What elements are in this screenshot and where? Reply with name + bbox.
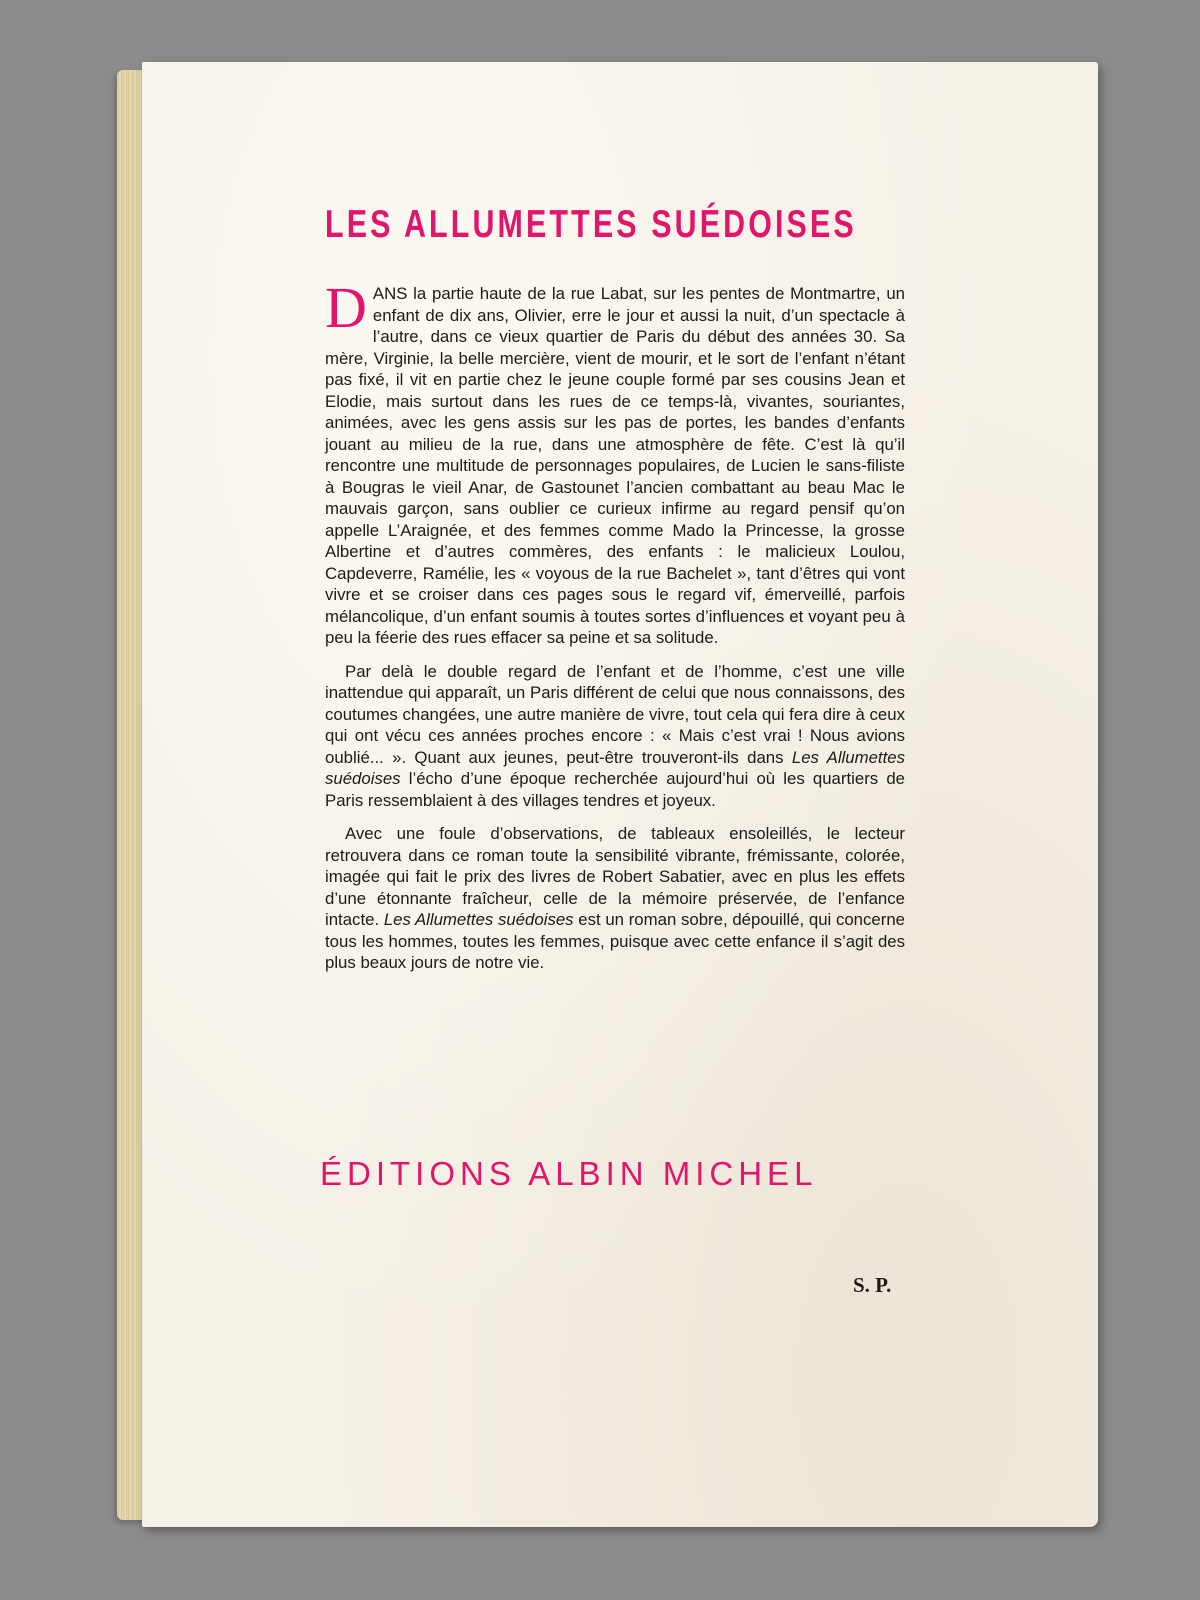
paragraph-3-italic-title: Les Allumettes suédoises	[383, 910, 574, 929]
book-title: LES ALLUMETTES SUÉDOISES	[325, 203, 857, 246]
paragraph-2-text-a: Par delà le double regard de l’enfant et de l’homme, c’est une ville inattendue qui apparaît, un Paris différent de celui que nous connaissons, des coutumes changées, une autre manière de vivre, tout cela qui fera dire à ceux qui ont vécu ces années proches encore : « Mais c’est vrai ! Nous avions oublié... ». Quant aux jeunes, peut-être trouveront-ils dans	[325, 661, 905, 767]
paragraph-1-text: ANS la partie haute de la rue Labat, sur les pentes de Montmartre, un enfant de dix ans, Olivier, erre le jour et aussi la nuit, d’un spectacle à l’autre, dans ce vieux quartier de Paris du début des années 30. Sa mère, Virginie, la belle mercière, vient de mourir, et le sort de l’enfant n’étant pas fixé, il vit en partie chez le jeune couple formé par ses cousins Jean et Elodie, mais surtout dans les rues de ce temps-là, vivantes, souriantes, animées, avec les gens assis sur les pas de portes, les bandes d’enfants jouant au milieu de la rue, dans une atmosphère de fête. C’est là qu’il rencontre une multitude de personnages populaires, de Lucien le sans-filiste à Bougras le vieil Anar, de Gastounet l’ancien combattant au beau Mac le mauvais garçon, sans oublier ce curieux infirme au regard pensif qu’on appelle L’Araignée, et des femmes comme Mado la Princesse, la grosse Albertine et d’autres commères, des enfants : le malicieux Loulou, Capdeverre, Ramélie, les « voyous de la rue Bachelet », tant d’êtres qui vont vivre et se croiser dans ces pages sous le regard vif, émerveillé, parfois mélancolique, d’un enfant soumis à toutes sortes d’influences et voyant peu à peu la féerie des rues effacer sa peine et sa solitude.	[325, 284, 905, 647]
sp-mark: S. P.	[853, 1273, 892, 1297]
paragraph-2-text-b: l’écho d’une époque recherchée aujourd’hui où les quartiers de Paris ressemblaient à des villages tendres et joyeux.	[325, 769, 905, 810]
publisher-name: ÉDITIONS ALBIN MICHEL	[320, 1155, 818, 1192]
drop-cap: D	[325, 275, 367, 340]
blurb-paragraph-2	[325, 661, 905, 812]
paragraph-3-text-b: est un roman sobre, dépouillé, qui concerne tous les hommes, toutes les femmes, puisque avec cette enfance il s’agit des plus beaux jours de notre vie.	[325, 910, 905, 972]
paragraph-2-italic-title: Les Allumettes suédoises	[325, 747, 905, 788]
blurb-text	[325, 275, 905, 986]
blurb-paragraph-3	[325, 823, 905, 974]
blurb-paragraph-1	[325, 275, 905, 649]
paragraph-3-text-a: Avec une foule d’observations, de tableaux ensoleillés, le lecteur retrouvera dans ce roman toute la sensibilité vibrante, frémissante, colorée, imagée qui fait le prix des livres de Robert Sabatier, avec en plus les effets d’une étonnante fraîcheur, celle de la mémoire préservée, de l’enfance intacte.	[325, 824, 905, 929]
